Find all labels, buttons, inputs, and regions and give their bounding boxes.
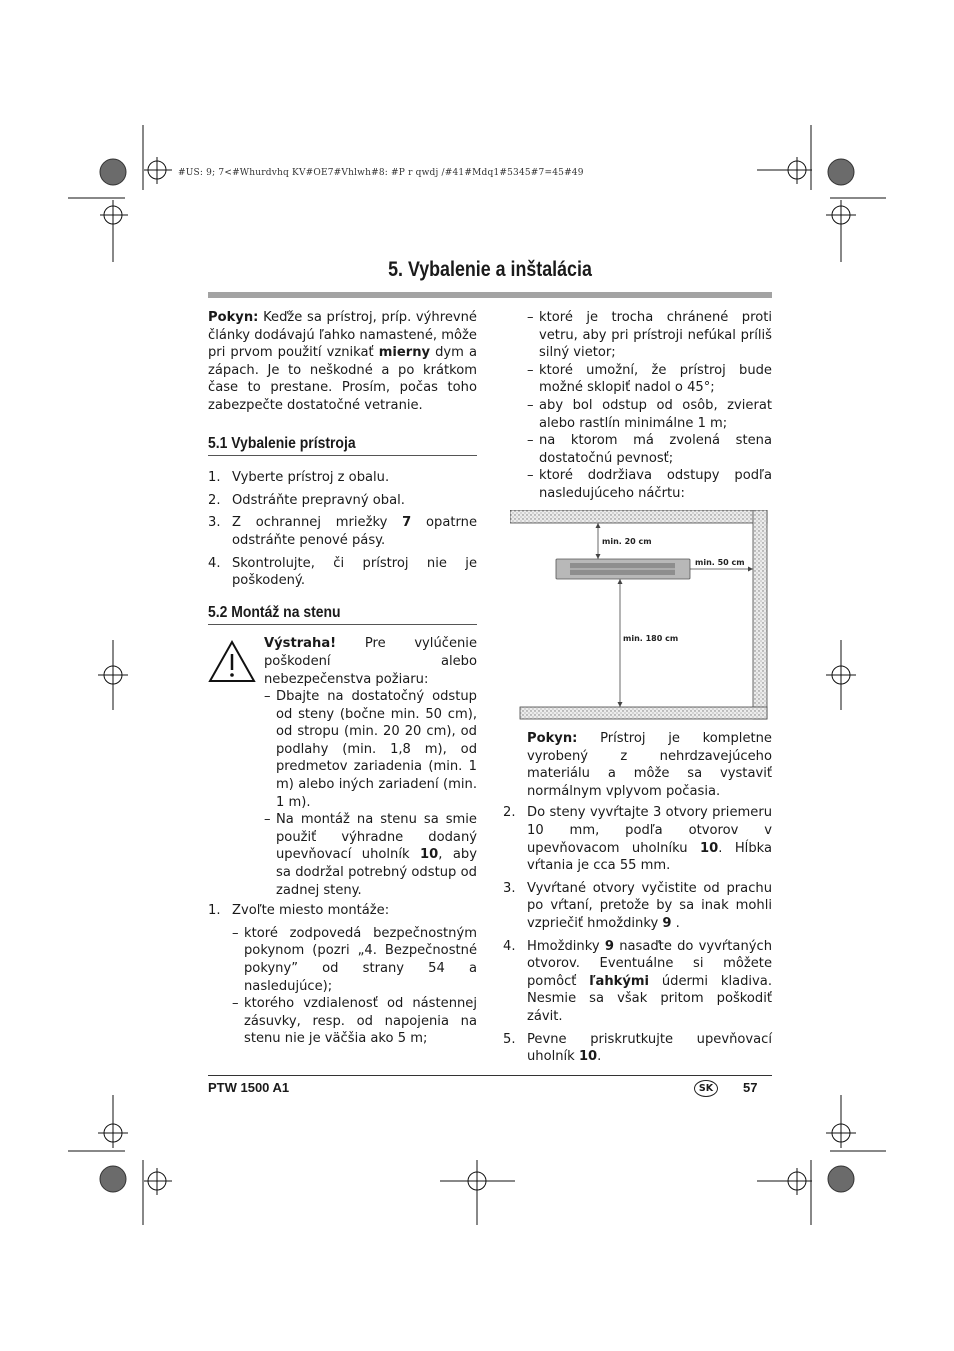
list-item: – Na montáž na stenu sa smie použiť výhradne dodaný upevňovací uholník 10, aby sa dodržal potrebný odstup od zadnej steny.	[264, 812, 477, 898]
section-heading-wall-mount: 5.2 Montáž na stenu	[208, 604, 477, 626]
language-badge: SK	[694, 1080, 718, 1097]
footer-divider	[208, 1075, 772, 1076]
list-item: – na ktorom má zvolená stena dostatočnú pevnosť;	[527, 433, 772, 466]
right-column	[503, 309, 772, 503]
list-item: 1. Zvoľte miesto montáže:	[208, 903, 390, 919]
intro-note: Pokyn: Keďže sa prístroj, príp. výhrevné články dodávajú ľahko namastené, môže pri prvom použití vznikať mierny dym a zápach. Je to neškodné a po krátkom čase to prestane. Prosím, počas toho zabezpečte dostatočné vetranie.	[208, 310, 477, 413]
list-item: – ktoré dodržiava odstupy podľa nasledujúceho náčrtu:	[527, 468, 772, 501]
label-min-top: min. 20 cm	[602, 537, 652, 546]
mount-steps	[503, 804, 772, 1065]
list-item: – ktoré umožní, že prístroj bude možné sklopiť nadol o 45°;	[527, 362, 772, 396]
label-min-floor: min. 180 cm	[623, 634, 679, 643]
location-criteria	[232, 925, 477, 1048]
list-item: 1. Vyberte prístroj z obalu.	[208, 470, 390, 486]
list-item: 3. Z ochrannej mriežky 7 opatrne odstráňte penové pásy.	[208, 515, 478, 548]
list-item: – Dbajte na dostatočný odstup od steny (bočne min. 50 cm), od stropu (min. 20 20 cm), od podlahy (min. 1,8 m), od predmetov zariadenia (min. 1 m) alebo iných zariadení (min. 1 m).	[264, 689, 477, 810]
warning-text: Výstraha! Pre vylúčenie poškodení alebo nebezpečenstva požiaru:	[264, 636, 477, 687]
warning-bullets	[264, 688, 477, 899]
list-item: – ktorého vzdialenosť od nástennej zásuvky, resp. od napojenia na stenu nie je väčšia ako 5 m;	[232, 996, 477, 1047]
page-number: 57	[743, 1080, 758, 1095]
ceiling	[510, 510, 767, 523]
list-item: 4. Skontrolujte, či prístroj nie je poškodený.	[208, 555, 477, 589]
list-item: 3. Vyvŕtané otvory vyčistite od prachu po vŕtaní, pretože by sa inak mohli vzpriečiť hmoždinky 9 .	[503, 880, 772, 931]
right-column-lower	[503, 730, 772, 1066]
title-divider	[208, 292, 772, 298]
list-item: 2. Do steny vyvŕtajte 3 otvory priemeru 10 mm, podľa otvorov v upevňovacom uholníku 10. Hĺbka vŕtania je cca 55 mm.	[503, 805, 773, 874]
location-criteria-cont	[527, 309, 772, 503]
list-item: 5. Pevne priskrutkujte upevňovací uholník 10.	[503, 1031, 772, 1065]
warning-block	[208, 635, 477, 899]
section-heading-unpacking: 5.1 Vybalenie prístroja	[208, 435, 477, 457]
mount-step-1	[208, 902, 477, 920]
warning-triangle-icon	[208, 639, 256, 683]
print-slug: #US: 9; 7<#Whurdvhq KV#OE7#Vhlwh#8: #P r qwdj /#41#Mdq1#5345#7=45#49	[178, 168, 584, 178]
distance-diagram	[510, 510, 768, 720]
list-item: – ktoré zodpovedá bezpečnostným pokynom (pozri „4. Bezpečnostné pokyny” od strany 54 a nasledujúce);	[232, 925, 477, 994]
footer-model: PTW 1500 A1	[208, 1080, 290, 1095]
list-item: 4. Hmoždinky 9 nasaďte do vyvŕtaných otvorov. Eventuálne si môžete pomôcť ľahkými údermi kladiva. Nesmie sa však pritom poškodiť závit.	[503, 938, 773, 1024]
label-min-side: min. 50 cm	[695, 558, 745, 567]
weather-note: Pokyn: Prístroj je kompletne vyrobený z nehrdzavejúceho materiálu a môže sa vystaviť normálnym vplyvom počasia.	[527, 731, 772, 799]
page-title: 5. Vybalenie a inštalácia	[388, 258, 592, 281]
unpacking-steps	[208, 469, 477, 590]
list-item: – ktoré je trocha chránené proti vetru, aby pri prístroji nefúkal príliš silný vietor;	[527, 310, 772, 361]
left-column	[208, 309, 477, 1048]
list-item: 2. Odstráňte prepravný obal.	[208, 492, 405, 508]
list-item: – aby bol odstup od osôb, zvierat alebo rastlín minimálne 1 m;	[527, 397, 772, 431]
floor	[520, 707, 767, 719]
side-wall	[753, 510, 767, 719]
